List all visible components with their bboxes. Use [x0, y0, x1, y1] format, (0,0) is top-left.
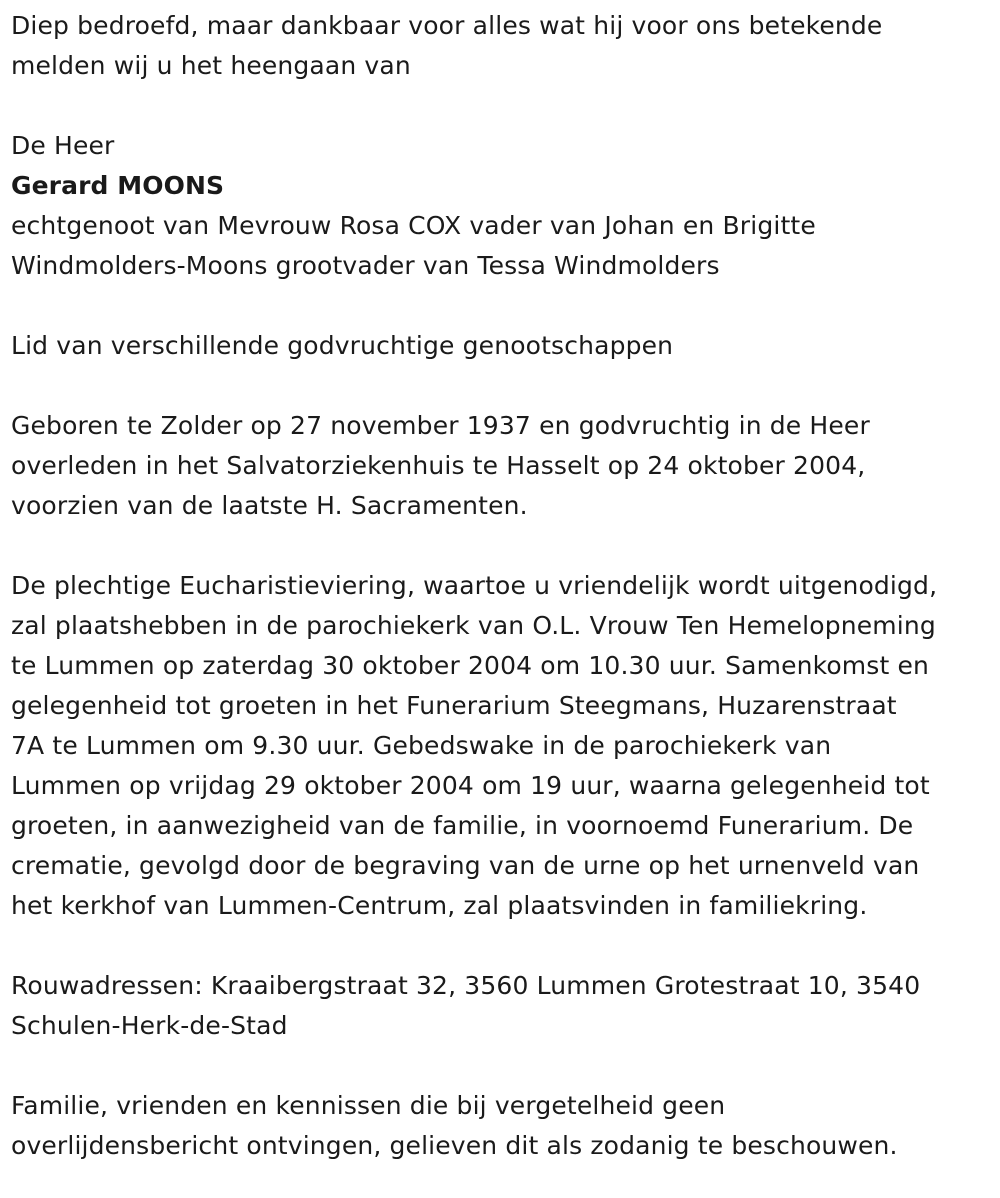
closing-paragraph — [11, 1086, 991, 1166]
ceremony-paragraph — [11, 566, 991, 926]
addresses-paragraph — [11, 966, 991, 1046]
paragraph-gap — [11, 286, 991, 326]
ceremony-line: crematie, gevolgd door de begraving van de urne op het urnenveld van — [11, 851, 920, 880]
paragraph-gap — [11, 86, 991, 126]
addresses-line: Rouwadressen: Kraaibergstraat 32, 3560 Lummen Grotestraat 10, 3540 — [11, 971, 921, 1000]
birth-death-line: overleden in het Salvatorziekenhuis te Hasselt op 24 oktober 2004, — [11, 451, 866, 480]
birth-death-paragraph — [11, 406, 991, 526]
ceremony-line: gelegenheid tot groeten in het Funerarium Steegmans, Huzarenstraat — [11, 691, 897, 720]
ceremony-line: te Lummen op zaterdag 30 oktober 2004 om 10.30 uur. Samenkomst en — [11, 651, 930, 680]
closing-line: Familie, vrienden en kennissen die bij vergetelheid geen — [11, 1091, 726, 1120]
deceased-name: Gerard MOONS — [11, 171, 225, 200]
paragraph-gap — [11, 366, 991, 406]
ceremony-line: Lummen op vrijdag 29 oktober 2004 om 19 uur, waarna gelegenheid tot — [11, 771, 930, 800]
relations-paragraph — [11, 206, 991, 286]
paragraph-gap — [11, 926, 991, 966]
paragraph-gap — [11, 526, 991, 566]
relations-line: echtgenoot van Mevrouw Rosa COX vader van Johan en Brigitte — [11, 211, 816, 240]
birth-death-line: voorzien van de laatste H. Sacramenten. — [11, 491, 528, 520]
obituary-notice — [11, 6, 991, 1166]
intro-line: Diep bedroefd, maar dankbaar voor alles wat hij voor ons betekende — [11, 11, 883, 40]
birth-death-line: Geboren te Zolder op 27 november 1937 en godvruchtig in de Heer — [11, 411, 870, 440]
ceremony-line: zal plaatshebben in de parochiekerk van O.L. Vrouw Ten Hemelopneming — [11, 611, 936, 640]
ceremony-line: De plechtige Eucharistieviering, waartoe u vriendelijk wordt uitgenodigd, — [11, 571, 938, 600]
honorific-title: De Heer — [11, 131, 115, 160]
closing-line: overlijdensbericht ontvingen, gelieven dit als zodanig te beschouwen. — [11, 1131, 898, 1160]
addresses-line: Schulen-Herk-de-Stad — [11, 1011, 288, 1040]
ceremony-line: 7A te Lummen om 9.30 uur. Gebedswake in de parochiekerk van — [11, 731, 832, 760]
intro-paragraph — [11, 6, 991, 86]
intro-line: melden wij u het heengaan van — [11, 51, 411, 80]
paragraph-gap — [11, 1046, 991, 1086]
ceremony-line: het kerkhof van Lummen-Centrum, zal plaatsvinden in familiekring. — [11, 891, 868, 920]
relations-line: Windmolders-Moons grootvader van Tessa Windmolders — [11, 251, 720, 280]
membership-line: Lid van verschillende godvruchtige genootschappen — [11, 331, 674, 360]
membership-paragraph — [11, 326, 991, 366]
ceremony-line: groeten, in aanwezigheid van de familie, in voornoemd Funerarium. De — [11, 811, 914, 840]
